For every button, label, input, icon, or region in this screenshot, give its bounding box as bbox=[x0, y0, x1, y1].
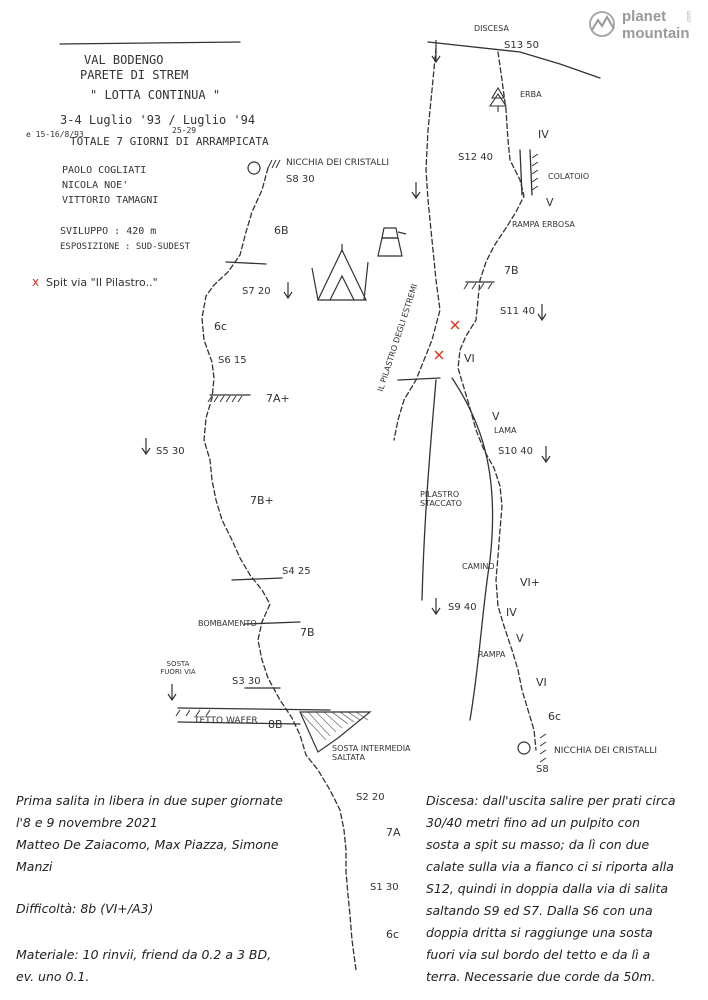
feature-bombamento: BOMBAMENTO bbox=[198, 619, 257, 628]
climber-2: NICOLA NOE' bbox=[62, 180, 129, 191]
belay-s10: S10 40 bbox=[498, 446, 533, 457]
logo-text-mountain: mountain bbox=[622, 25, 690, 42]
grade-6b: 6B bbox=[274, 224, 289, 237]
descent-line: terra. Necessarie due corde da 50m. bbox=[426, 969, 656, 984]
logo-text-com: .com bbox=[686, 10, 693, 24]
belay-s4: S4 25 bbox=[282, 566, 311, 577]
feature-tetto-wafer: TETTO WAFER bbox=[194, 716, 258, 726]
feature-erba: ERBA bbox=[520, 90, 542, 99]
pilastro-top bbox=[398, 378, 440, 380]
descent-line: sosta a spit su masso; da lì con due bbox=[426, 837, 650, 852]
grade-v-lower: V bbox=[516, 632, 524, 645]
grade-iv-upper: IV bbox=[538, 128, 549, 141]
legend-spit-text: Spit via "Il Pilastro.." bbox=[46, 276, 158, 289]
grade-vi-plus: VI+ bbox=[520, 576, 540, 589]
feature-nicchia-right: NICCHIA DEI CRISTALLI bbox=[554, 746, 658, 756]
grade-v-mid: V bbox=[492, 410, 500, 423]
first-ascent-line: Manzi bbox=[16, 859, 53, 874]
feature-rampa-erbosa: RAMPA ERBOSA bbox=[512, 220, 575, 229]
roof-wafer-top bbox=[178, 708, 330, 710]
descent-line: calate sulla via a fianco ci si riporta alla bbox=[426, 859, 674, 874]
feature-pilastro-estremi: IL PILASTRO DEGLI ESTREMI bbox=[376, 282, 420, 393]
descent-line: 30/40 metri fino ad un pulpito con bbox=[426, 815, 641, 830]
title-underline bbox=[60, 42, 240, 44]
spit-markers bbox=[435, 321, 459, 359]
climber-3: VITTORIO TAMAGNI bbox=[62, 195, 159, 206]
niche-drawings bbox=[248, 162, 530, 754]
feature-colatoio: COLATOIO bbox=[548, 172, 590, 181]
feature-sosta-saltata: SOSTA INTERMEDIA SALTATA bbox=[332, 744, 411, 762]
belay-s12: S12 40 bbox=[458, 152, 493, 163]
spec-length: SVILUPPO : 420 m bbox=[60, 226, 157, 237]
material-notes bbox=[16, 944, 271, 988]
grade-7a-plus: 7A+ bbox=[266, 392, 290, 405]
dates-extra: e 15-16/8/93 bbox=[26, 130, 84, 139]
legend-spit-symbol: x bbox=[32, 275, 40, 289]
feature-nicchia-left: NICCHIA DEI CRISTALLI bbox=[286, 158, 390, 168]
grade-v-upper: V bbox=[546, 196, 554, 209]
grade-6c-right: 6c bbox=[548, 710, 562, 723]
feature-sosta-fuori-via: SOSTA FUORI VIA bbox=[160, 660, 196, 676]
title-wall: PARETE DI STREM bbox=[80, 68, 189, 82]
grade-vi-lower: VI bbox=[536, 676, 547, 689]
belay-s8-right: S8 bbox=[536, 764, 549, 775]
belay-s7: S7 20 bbox=[242, 286, 271, 297]
descent-line: S12, quindi in doppia dalla via di salita bbox=[426, 881, 669, 896]
grade-8b: 8B bbox=[268, 718, 283, 731]
dates-sub: 25-29 bbox=[172, 126, 197, 135]
grade-6c-lower: 6c bbox=[386, 928, 400, 941]
first-ascent-line: l'8 e 9 novembre 2021 bbox=[16, 815, 158, 830]
material-line: ev. uno 0.1. bbox=[16, 969, 90, 984]
feature-lama: LAMA bbox=[494, 426, 517, 435]
descent-notes bbox=[426, 790, 676, 988]
pilastro-estremi-route bbox=[394, 48, 440, 440]
belay-s1: S1 30 bbox=[370, 882, 399, 893]
pilastro-staccato-outline bbox=[452, 378, 493, 720]
grade-7b-left: 7B bbox=[300, 626, 315, 639]
grade-iv-lower: IV bbox=[506, 606, 517, 619]
belay-s6: S6 15 bbox=[218, 355, 247, 366]
logo-text-planet: planet bbox=[622, 8, 667, 25]
dates-total: TOTALE 7 GIORNI DI ARRAMPICATA bbox=[70, 135, 269, 148]
title-valley: VAL BODENGO bbox=[84, 53, 164, 67]
grade-7a: 7A bbox=[386, 826, 401, 839]
title-route-name: " LOTTA CONTINUA " bbox=[90, 88, 221, 102]
belay-s8-left: S8 30 bbox=[286, 174, 315, 185]
belay-s13: S13 50 bbox=[504, 40, 539, 51]
descent-line: doppia dritta si raggiunge una sosta bbox=[426, 925, 653, 940]
ledge-s7 bbox=[226, 262, 266, 264]
belay-s5: S5 30 bbox=[156, 446, 185, 457]
descent-line: Discesa: dall'uscita salire per prati circa bbox=[426, 793, 676, 808]
grade-7b-right: 7B bbox=[504, 264, 519, 277]
climber-1: PAOLO COGLIATI bbox=[62, 165, 147, 176]
moka-pot-drawing bbox=[378, 228, 406, 256]
dates-main: 3-4 Luglio '93 / Luglio '94 bbox=[60, 113, 256, 127]
belay-s2: S2 20 bbox=[356, 792, 385, 803]
belay-s11: S11 40 bbox=[500, 306, 535, 317]
belay-s3: S3 30 bbox=[232, 676, 261, 687]
ledge-s4 bbox=[232, 578, 282, 580]
grade-7b-plus: 7B+ bbox=[250, 494, 274, 507]
first-ascent-line: Prima salita in libera in due super giornate bbox=[16, 793, 283, 808]
tent-drawing bbox=[312, 244, 368, 300]
colatoio-groove-2 bbox=[530, 150, 532, 195]
left-ledge-ticks bbox=[176, 160, 280, 716]
feature-camino: CAMINO bbox=[462, 562, 495, 571]
grade-6c-upper: 6c bbox=[214, 320, 228, 333]
spec-exposure: ESPOSIZIONE : SUD-SUDEST bbox=[60, 242, 191, 252]
colatoio-groove bbox=[520, 150, 522, 195]
first-ascent-notes bbox=[16, 790, 283, 878]
descent-line: fuori via sul bordo del tetto e da lì a bbox=[426, 947, 651, 962]
feature-rampa: RAMPA bbox=[478, 650, 506, 659]
descent-line: saltando S9 ed S7. Dalla S6 con una bbox=[426, 903, 653, 918]
feature-discesa: DISCESA bbox=[474, 24, 509, 33]
feature-pilastro-staccato: PILASTRO STACCATO bbox=[420, 490, 462, 508]
material-line: Materiale: 10 rinvii, friend da 0.2 a 3 BD, bbox=[16, 947, 272, 962]
belay-s9: S9 40 bbox=[448, 602, 477, 613]
first-ascent-line: Matteo De Zaiacomo, Max Piazza, Simone bbox=[16, 837, 279, 852]
difficulty-note: Difficoltà: 8b (VI+/A3) bbox=[16, 901, 154, 916]
grade-vi-upper: VI bbox=[464, 352, 475, 365]
